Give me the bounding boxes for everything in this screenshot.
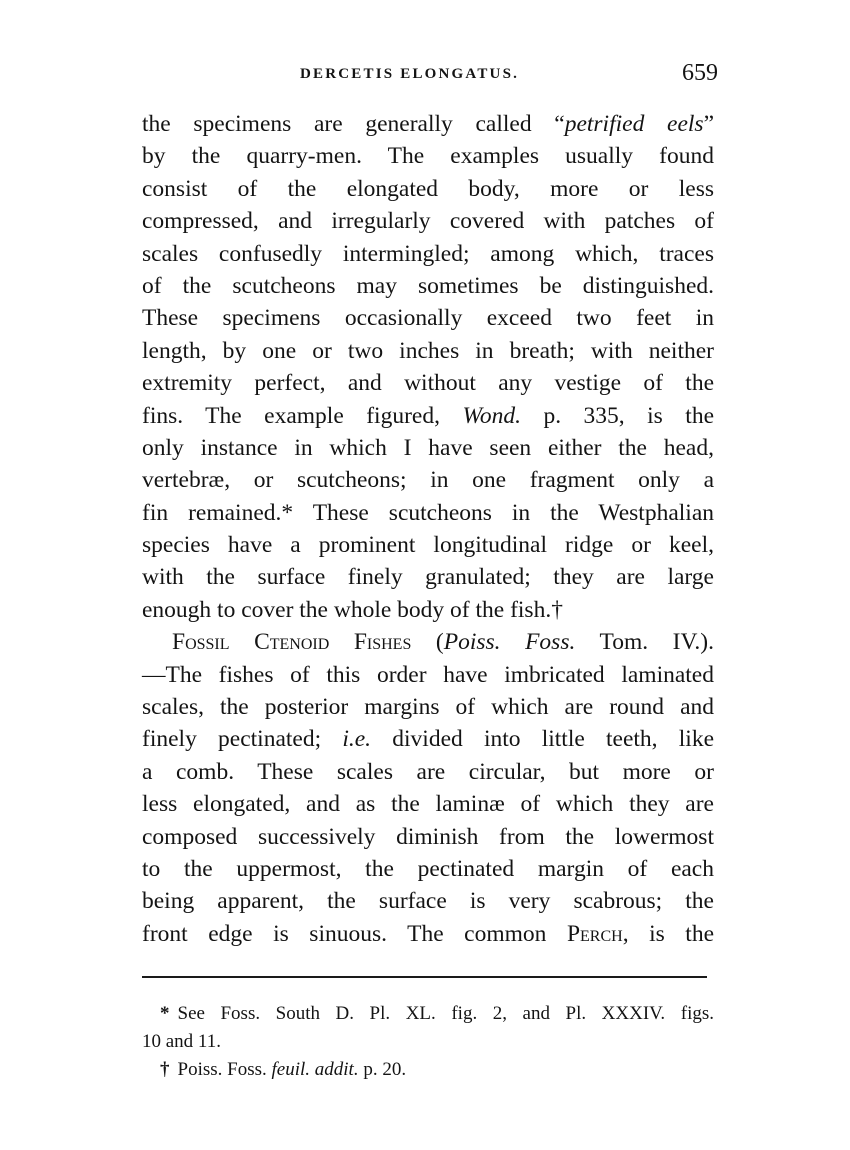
italic-abbreviation: i.e.	[342, 726, 372, 753]
text-line: with the surface finely granulated; they are large	[142, 564, 714, 591]
text-line	[142, 918, 714, 950]
section-heading-line	[142, 626, 714, 658]
footnote-text: See Foss. South D. Pl. XL. fig. 2, and Pl. XXXIV. figs.	[177, 1003, 714, 1024]
text-line: fin remained.* These scutcheons in the Westphalian	[142, 499, 714, 526]
text-run: , is the	[622, 920, 715, 947]
text-line: vertebræ, or scutcheons; in one fragment only a	[142, 467, 714, 494]
text-line: —The fishes of this order have imbricated laminated	[142, 661, 714, 688]
footnote-line: 10 and 11.	[142, 1031, 221, 1052]
text-run: fins. The example figured,	[142, 402, 463, 429]
text-line: scales, the posterior margins of which are round and	[142, 694, 714, 721]
text-line: compressed, and irregularly covered with patches of	[142, 208, 714, 235]
footnote-text: Poiss. Foss.	[177, 1059, 272, 1080]
text-line	[142, 400, 714, 432]
italic-reference: Poiss. Foss.	[443, 629, 576, 656]
footnote-divider	[142, 976, 707, 978]
text-run: ”	[703, 111, 714, 137]
text-run: Tom. IV.).	[575, 629, 714, 656]
text-line: consist of the elongated body, more or less	[142, 175, 714, 202]
footnote-line	[142, 1000, 714, 1028]
text-line: by the quarry-men. The examples usually found	[142, 143, 714, 170]
text-line	[142, 108, 714, 140]
text-line: extremity perfect, and without any vestige of the	[142, 370, 714, 397]
text-line: scales confusedly intermingled; among which, traces	[142, 240, 714, 267]
small-caps-term: Perch	[566, 920, 623, 947]
body-text	[142, 108, 714, 950]
text-line: a comb. These scales are circular, but more or	[142, 758, 714, 785]
text-run: divided into little teeth, like	[371, 726, 715, 753]
footnote-marker: †	[160, 1059, 170, 1080]
text-line: species have a prominent longitudinal ridge or keel,	[142, 532, 714, 559]
text-line: These specimens occasionally exceed two feet in	[142, 305, 714, 332]
text-run: the specimens are generally called “	[142, 111, 565, 137]
text-line: composed successively diminish from the lowermost	[142, 823, 714, 850]
text-run: finely pectinated;	[142, 726, 343, 753]
footnote-marker: *	[160, 1003, 170, 1024]
page-number: 659	[682, 60, 718, 86]
text-run: front edge is sinuous. The common	[142, 920, 567, 947]
text-line: length, by one or two inches in breath; with neither	[142, 337, 714, 364]
italic-reference: Wond.	[462, 402, 521, 429]
text-line: less elongated, and as the laminæ of which they are	[142, 791, 714, 818]
text-line: of the scutcheons may sometimes be distinguished.	[142, 272, 714, 299]
text-line	[142, 723, 714, 755]
text-line: to the uppermost, the pectinated margin of each	[142, 855, 714, 882]
page-header	[300, 60, 718, 94]
text-run: p. 335, is the	[521, 402, 715, 429]
text-line: being apparent, the surface is very scabrous; the	[142, 888, 714, 915]
text-line: enough to cover the whole body of the fish.†	[142, 596, 563, 623]
footnote-line	[142, 1056, 714, 1084]
italic-reference: feuil. addit.	[271, 1059, 359, 1080]
section-heading: Fossil Ctenoid Fishes	[172, 629, 412, 656]
footnote-text: p. 20.	[358, 1059, 407, 1080]
running-title: DERCETIS ELONGATUS.	[300, 66, 520, 82]
footnotes	[142, 1000, 714, 1084]
italic-term: petrified eels	[564, 111, 704, 137]
text-line: only instance in which I have seen either the head,	[142, 434, 714, 461]
text-run: (	[411, 629, 444, 656]
